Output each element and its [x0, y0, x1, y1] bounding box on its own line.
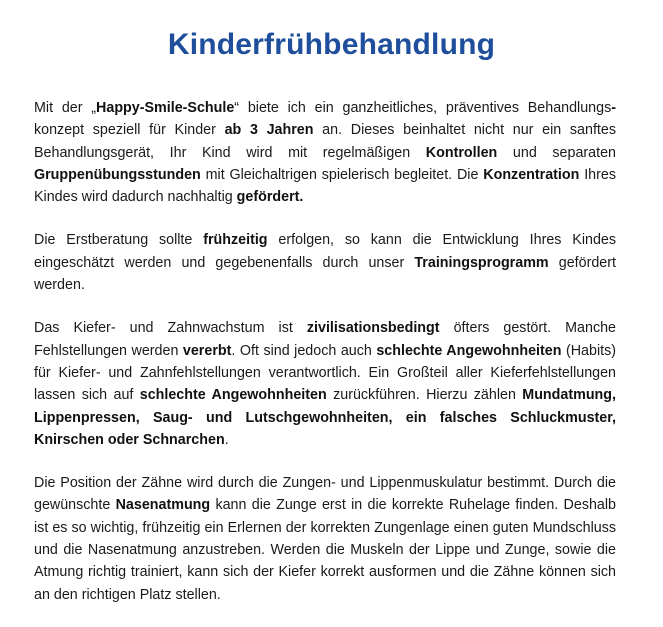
text-run: und separaten	[497, 144, 616, 161]
paragraph-tongue-position	[34, 472, 616, 606]
bold-text: Konzentration	[483, 166, 580, 183]
bold-text: Trainingsprogramm	[414, 254, 549, 271]
bold-text: Gruppenübungsstunden	[34, 166, 201, 183]
paragraph-intro	[34, 97, 616, 208]
text-run: (Habits) für Kiefer- und Zahnfehlstellungen verantwortlich. Ein Großteil aller Kieferfehlstellungen lassen sich auf	[34, 342, 617, 404]
text-run: öfters gestört. Manche Fehlstellungen werden	[34, 320, 616, 359]
text-run: mit Gleichaltrigen spielerisch begleitet. Die	[200, 166, 484, 183]
bold-text: -	[611, 100, 616, 116]
bold-text: Happy-Smile-Schule	[96, 100, 235, 116]
text-run: konzept speziell für Kinder	[34, 122, 225, 139]
bold-text: schlechte Angewohnheiten	[139, 387, 327, 404]
bold-text: schlechte Angewohnheiten	[376, 342, 562, 359]
bold-text: Mundatmung, Lippenpressen, Saug- und Lutschgewohnheiten, ein falsches Schluckmuster, Knirschen oder Schnarchen	[34, 387, 616, 448]
paragraph-causes	[34, 317, 616, 451]
text-run: Die Erstberatung sollte	[34, 232, 204, 249]
page-title: Kinderfrühbehandlung	[167, 28, 496, 61]
bold-text: vererbt	[182, 342, 232, 359]
text-run: zurückführen. Hierzu zählen	[326, 387, 523, 404]
text-run: Ihres Kindes wird dadurch nachhaltig	[34, 166, 616, 206]
bold-text: zivilisationsbedingt	[306, 320, 440, 337]
text-run: kann die Zunge erst in die korrekte Ruhelage finden. Deshalb ist es so wichtig, frühzeitig ein Erlernen der korrekten Zungenlage einen guten Mundschluss und die Nasenatmung anzustreben. Werden die Muskeln der Lippe und Zunge, sowie die Atmung richtig trainiert, kann sich der Kiefer korrekt ausformen und die Zähne können sich an den richtigen Platz stellen.	[34, 497, 616, 603]
bold-text: ab 3 Jahren	[224, 122, 314, 139]
text-run: .	[224, 431, 229, 448]
text-run: . Oft sind jedoch auch	[231, 342, 377, 359]
document-body	[34, 97, 616, 627]
text-run: erfolgen, so kann die Entwicklung Ihres Kindes eingeschätzt werden und gegebenenfalls durch unser	[34, 232, 616, 271]
bold-text: Kontrollen	[425, 144, 498, 161]
bold-text: gefördert.	[236, 189, 304, 206]
bold-text: Nasenatmung	[115, 497, 211, 514]
text-run: Mit der „	[34, 100, 97, 116]
bold-text: frühzeitig	[203, 232, 268, 249]
text-run: Das Kiefer- und Zahnwachstum ist	[34, 320, 307, 337]
text-run: Die Position der Zähne wird durch die Zungen- und Lippenmuskulatur bestimmt. Durch die gewünschte	[34, 475, 616, 514]
text-run: “ biete ich ein ganzheitliches, präventives Behandlungs	[234, 100, 612, 116]
text-run: an. Dieses beinhaltet nicht nur ein sanftes Behandlungsgerät, Ihr Kind wird mit regelmäßigen	[34, 122, 616, 161]
text-run: gefördert werden.	[34, 254, 616, 294]
paragraph-consultation	[34, 229, 616, 296]
